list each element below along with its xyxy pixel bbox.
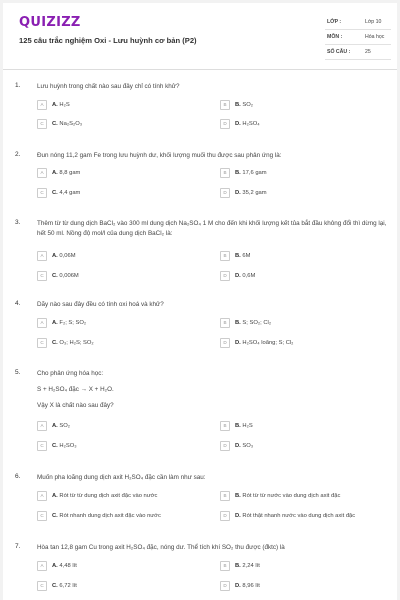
header-divider: [3, 69, 397, 70]
option-letter-box[interactable]: B: [220, 561, 230, 571]
option-letter-box[interactable]: C: [37, 119, 47, 129]
option-letter-box[interactable]: D: [220, 271, 230, 281]
option-text: C. O₃; H₂S; SO₂: [52, 340, 94, 346]
quizizz-logo: QUIZIZZ: [19, 15, 81, 30]
question-stem: Cho phản ứng hóa học:: [37, 370, 104, 377]
meta-value-subject: Hóa học: [365, 34, 385, 40]
option-text: C. 6,72 lít: [52, 583, 77, 589]
option-letter-box[interactable]: A: [37, 561, 47, 571]
option-letter-box[interactable]: D: [220, 581, 230, 591]
option-text: A. 8,8 gam: [52, 170, 81, 176]
meta-label-grade: LỚP :: [327, 19, 342, 25]
meta-divider: [325, 44, 391, 45]
meta-value-count: 25: [365, 49, 371, 55]
option-letter-box[interactable]: A: [37, 251, 47, 261]
option-letter-box[interactable]: B: [220, 251, 230, 261]
question-stem: Đun nóng 11,2 gam Fe trong lưu huỳnh dư, khối lượng muối thu được sau phản ứng là:: [37, 152, 282, 159]
question-text: [37, 300, 387, 310]
option-letter-box[interactable]: B: [220, 168, 230, 178]
option-text: A. F₂; S; SO₂: [52, 320, 87, 326]
option-text: D. H₂SO₄ loãng; S; Cl₂: [235, 340, 294, 346]
option-letter-box[interactable]: B: [220, 491, 230, 501]
question-stem: Thêm từ từ dung dịch BaCl₂ vào 300 ml dung dịch Na₂SO₄ 1 M cho đến khi khối lượng kết tủa bắt đầu không đổi thì dừng lại, hết 50 ml. Nồng độ mol/l của dung dịch BaCl₂ là:: [37, 220, 387, 237]
option-text: B. 2,24 lít: [235, 563, 260, 569]
question-stem: Lưu huỳnh trong chất nào sau đây chỉ có tính khử?: [37, 83, 180, 90]
option-letter-box[interactable]: A: [37, 421, 47, 431]
question-number: 3.: [15, 219, 21, 226]
option-letter-box[interactable]: C: [37, 581, 47, 591]
meta-divider: [325, 29, 391, 30]
question-number: 2.: [15, 151, 21, 158]
option-text: C. H₂SO₃: [52, 443, 77, 449]
option-text: D. 8,96 lít: [235, 583, 260, 589]
option-letter-box[interactable]: A: [37, 491, 47, 501]
question-text: [37, 219, 387, 239]
question-text: [37, 369, 387, 411]
meta-value-grade: Lớp 10: [365, 19, 382, 25]
question-text: [37, 543, 387, 553]
option-text: A. 4,48 lít: [52, 563, 77, 569]
worksheet-title: 125 câu trắc nghiệm Oxi - Lưu huỳnh cơ bản (P2): [19, 36, 197, 45]
worksheet-page: [3, 3, 397, 600]
question-number: 1.: [15, 82, 21, 89]
option-text: A. 0,06M: [52, 253, 76, 259]
option-letter-box[interactable]: D: [220, 338, 230, 348]
option-text: D. Rót thật nhanh nước vào dung dịch axit đặc: [235, 513, 356, 519]
option-letter-box[interactable]: A: [37, 318, 47, 328]
question-number: 4.: [15, 300, 21, 307]
option-letter-box[interactable]: C: [37, 188, 47, 198]
option-letter-box[interactable]: B: [220, 421, 230, 431]
option-letter-box[interactable]: C: [37, 511, 47, 521]
option-text: C. 4,4 gam: [52, 190, 81, 196]
question-number: 6.: [15, 473, 21, 480]
option-text: B. H₂S: [235, 423, 253, 429]
option-letter-box[interactable]: B: [220, 100, 230, 110]
question-text: [37, 151, 387, 161]
option-letter-box[interactable]: D: [220, 188, 230, 198]
question-stem: Muốn pha loãng dung dịch axit H₂SO₄ đặc cần làm như sau:: [37, 474, 206, 481]
option-letter-box[interactable]: D: [220, 441, 230, 451]
meta-divider: [325, 59, 391, 60]
meta-label-subject: MÔN :: [327, 34, 343, 40]
question-number: 7.: [15, 543, 21, 550]
option-text: B. SO₂: [235, 102, 254, 108]
option-letter-box[interactable]: C: [37, 338, 47, 348]
option-text: D. 35,2 gam: [235, 190, 267, 196]
option-letter-box[interactable]: B: [220, 318, 230, 328]
option-text: D. 0,6M: [235, 273, 256, 279]
option-text: A. H₂S: [52, 102, 70, 108]
option-text: C. 0,006M: [52, 273, 79, 279]
meta-label-count: SỐ CÂU :: [327, 49, 351, 55]
question-stem: Dãy nào sau đây đều có tính oxi hoá và khử?: [37, 301, 164, 308]
option-text: C. Rót nhanh dung dịch axit đặc vào nước: [52, 513, 161, 519]
option-letter-box[interactable]: C: [37, 441, 47, 451]
option-letter-box[interactable]: A: [37, 168, 47, 178]
question-stem-line: S + H₂SO₄ đặc → X + H₂O.: [37, 386, 114, 393]
option-text: B. 6M: [235, 253, 251, 259]
question-text: [37, 82, 387, 92]
option-text: A. Rót từ từ dung dịch axit đặc vào nước: [52, 493, 158, 499]
option-text: D. SO₃: [235, 443, 254, 449]
option-text: A. SO₂: [52, 423, 71, 429]
question-stem: Hòa tan 12,8 gam Cu trong axit H₂SO₄ đặc, nóng dư. Thể tích khí SO₂ thu được (đktc) là: [37, 544, 285, 551]
option-text: C. Na₂S₂O₃: [52, 121, 83, 127]
option-letter-box[interactable]: A: [37, 100, 47, 110]
option-text: B. Rót từ từ nước vào dung dịch axit đặc: [235, 493, 341, 499]
option-letter-box[interactable]: C: [37, 271, 47, 281]
option-letter-box[interactable]: D: [220, 511, 230, 521]
question-number: 5.: [15, 369, 21, 376]
question-text: [37, 473, 387, 483]
option-text: B. S; SO₂; Cl₂: [235, 320, 272, 326]
question-stem-line: Vậy X là chất nào sau đây?: [37, 402, 114, 409]
option-letter-box[interactable]: D: [220, 119, 230, 129]
option-text: B. 17,6 gam: [235, 170, 267, 176]
option-text: D. H₂SO₄: [235, 121, 260, 127]
